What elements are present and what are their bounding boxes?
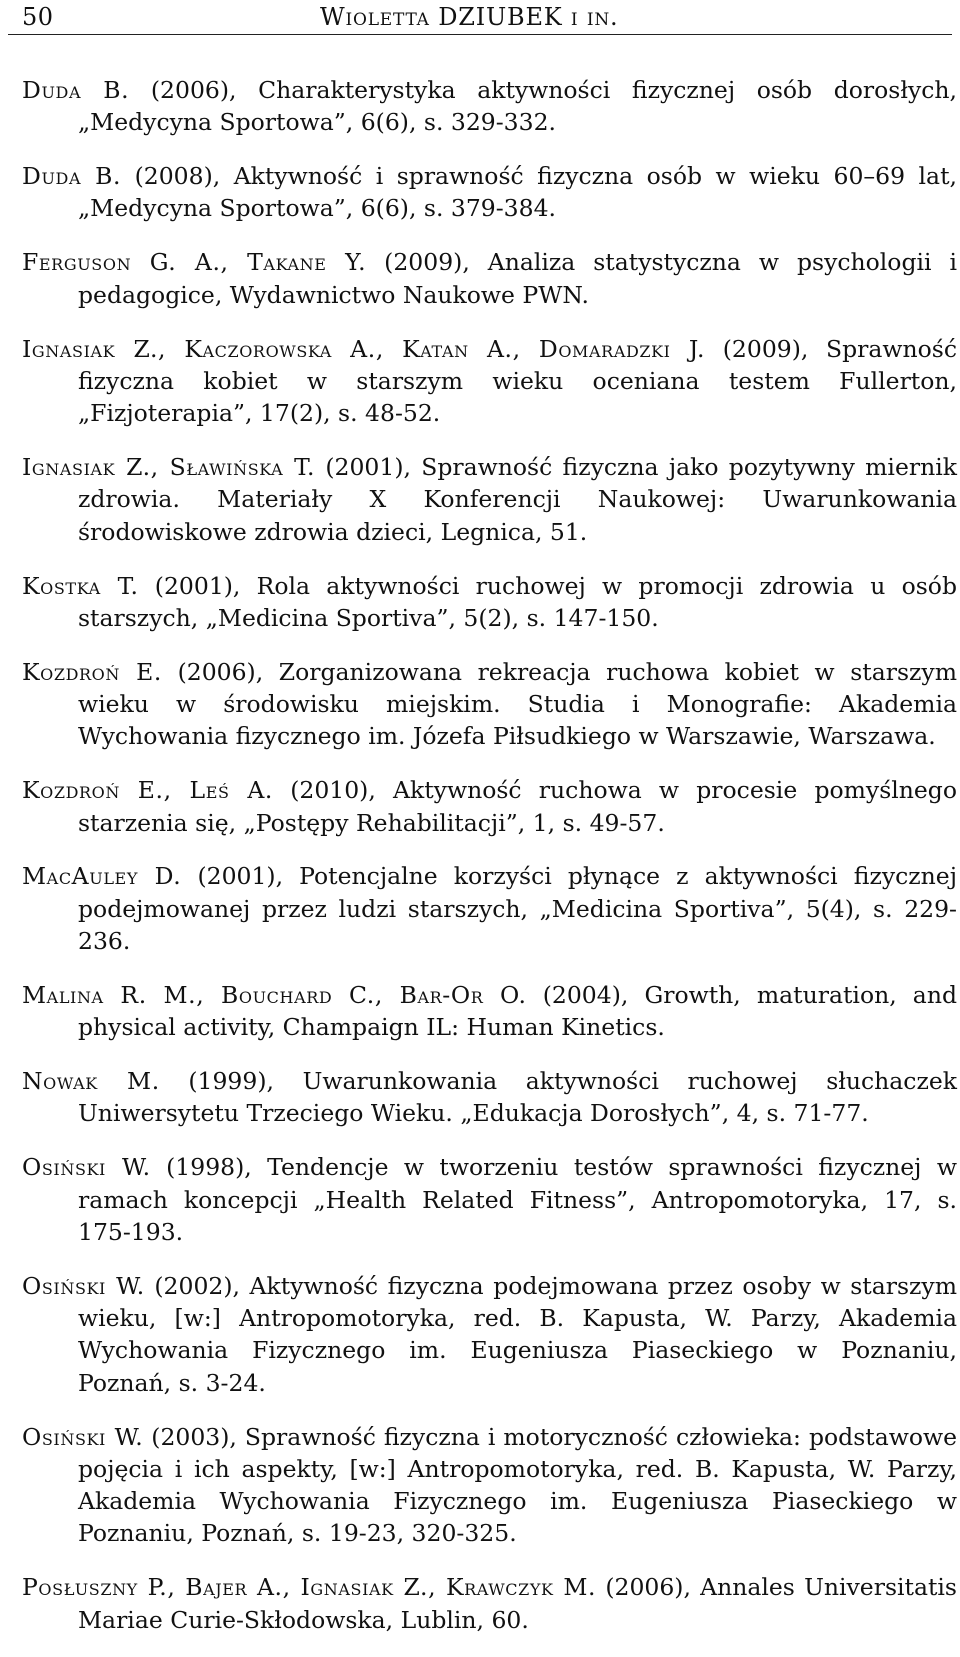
reference-authors: Malina R. M., Bouchard C., Bar-Or O. xyxy=(22,980,527,1009)
page-header xyxy=(0,0,960,40)
reference-text: (2006), Annales Universitatis Mariae Curie-Skłodowska, Lublin, 60. xyxy=(78,1573,957,1634)
reference-authors: Kozdroń E. xyxy=(22,657,162,686)
reference-text: (2001), Sprawność fizyczna jako pozytywny miernik zdrowia. Materiały X Konferencji Naukowej: Uwarunkowania środowiskowe zdrowia dzieci, Legnica, 51. xyxy=(78,453,957,546)
reference-authors: Duda B. xyxy=(22,76,130,104)
reference-item xyxy=(22,160,957,225)
reference-item xyxy=(22,570,957,635)
running-head: Wioletta DZIUBEK i in. xyxy=(320,3,619,31)
reference-item xyxy=(22,774,957,839)
reference-item xyxy=(22,656,957,753)
reference-item xyxy=(22,1421,957,1550)
reference-text: (2002), Aktywność fizyczna podejmowana przez osoby w starszym wieku, [w:] Antropomotoryka, red. B. Kapusta, W. Parzy, Akademia Wychowania Fizycznego im. Eugeniusza Piaseckiego w Poznaniu, Poznań, s. 3-24. xyxy=(78,1271,957,1397)
reference-text: (2003), Sprawność fizyczna i motoryczność człowieka: podstawowe pojęcia i ich aspekty, [w:] Antropomotoryka, red. B. Kapusta, W. Parzy, Akademia Wychowania Fizycznego im. Eugeniusza Piaseckiego w Poznaniu, Poznań, s. 19-23, 320-325. xyxy=(78,1422,957,1548)
reference-text: (2006), Zorganizowana rekreacja ruchowa kobiet w starszym wieku w środowisku miejskim. Studia i Monografie: Akademia Wychowania fizycznego im. Józefa Piłsudkiego w Warszawie, Warszawa. xyxy=(78,657,957,751)
page-number: 50 xyxy=(22,3,54,31)
reference-authors: Duda B. xyxy=(22,162,122,191)
reference-authors: Kozdroń E., Leś A. xyxy=(22,776,273,805)
reference-text: (1999), Uwarunkowania aktywności ruchowej słuchaczek Uniwersytetu Trzeciego Wieku. „Edukacja Dorosłych”, 4, s. 71-77. xyxy=(78,1067,957,1128)
reference-text: (2009), Sprawność fizyczna kobiet w starszym wieku oceniana testem Fullerton, „Fizjoterapia”, 17(2), s. 48-52. xyxy=(78,334,957,428)
reference-authors: Osiński W. xyxy=(22,1422,144,1451)
reference-text: (2009), Analiza statystyczna w psychologii i pedagogice, Wydawnictwo Naukowe PWN. xyxy=(78,248,957,309)
reference-text: (2010), Aktywność ruchowa w procesie pomyślnego starzenia się, „Postępy Rehabilitacji”, 1, s. 49-57. xyxy=(78,776,957,837)
reference-list xyxy=(22,74,957,1657)
reference-item xyxy=(22,1270,957,1399)
reference-authors: Osiński W. xyxy=(22,1271,145,1300)
reference-text: (2008), Aktywność i sprawność fizyczna osób w wieku 60–69 lat, „Medycyna Sportowa”, 6(6), s. 379-384. xyxy=(78,162,957,223)
reference-authors: Nowak M. xyxy=(22,1067,160,1096)
reference-authors: Ignasiak Z., Kaczorowska A., Katan A., Domaradzki J. xyxy=(22,334,706,363)
reference-authors: MacAuley D. xyxy=(22,862,182,891)
reference-item xyxy=(22,74,957,139)
reference-item xyxy=(22,246,957,311)
reference-text: (2001), Rola aktywności ruchowej w promocji zdrowia u osób starszych, „Medicina Sportiva”, 5(2), s. 147-150. xyxy=(78,571,958,632)
reference-authors: Ferguson G. A., Takane Y. xyxy=(22,248,367,277)
reference-text: (2004), Growth, maturation, and physical activity, Champaign IL: Human Kinetics. xyxy=(78,980,957,1042)
reference-text: (1998), Tendencje w tworzeniu testów sprawności fizycznej w ramach koncepcji „Health Related Fitness”, Antropomotoryka, 17, s. 175-193. xyxy=(78,1153,957,1246)
reference-item xyxy=(22,451,957,548)
reference-item xyxy=(22,333,957,430)
reference-authors: Ignasiak Z., Sławińska T. xyxy=(22,453,316,482)
header-rule xyxy=(8,34,952,35)
reference-item xyxy=(22,1151,957,1248)
reference-authors: Kostka T. xyxy=(22,571,139,600)
reference-authors: Posłuszny P., Bajer A., Ignasiak Z., Krawczyk M. xyxy=(22,1573,597,1602)
reference-item xyxy=(22,979,957,1044)
reference-text: (2006), Charakterystyka aktywności fizycznej osób dorosłych, „Medycyna Sportowa”, 6(6), s. 329-332. xyxy=(78,76,958,137)
reference-authors: Osiński W. xyxy=(22,1153,151,1182)
reference-item xyxy=(22,1065,957,1130)
reference-text: (2001), Potencjalne korzyści płynące z aktywności fizycznej podejmowanej przez ludzi starszych, „Medicina Sportiva”, 5(4), s. 229-236. xyxy=(78,862,957,955)
reference-item xyxy=(22,860,957,957)
reference-item xyxy=(22,1571,957,1636)
